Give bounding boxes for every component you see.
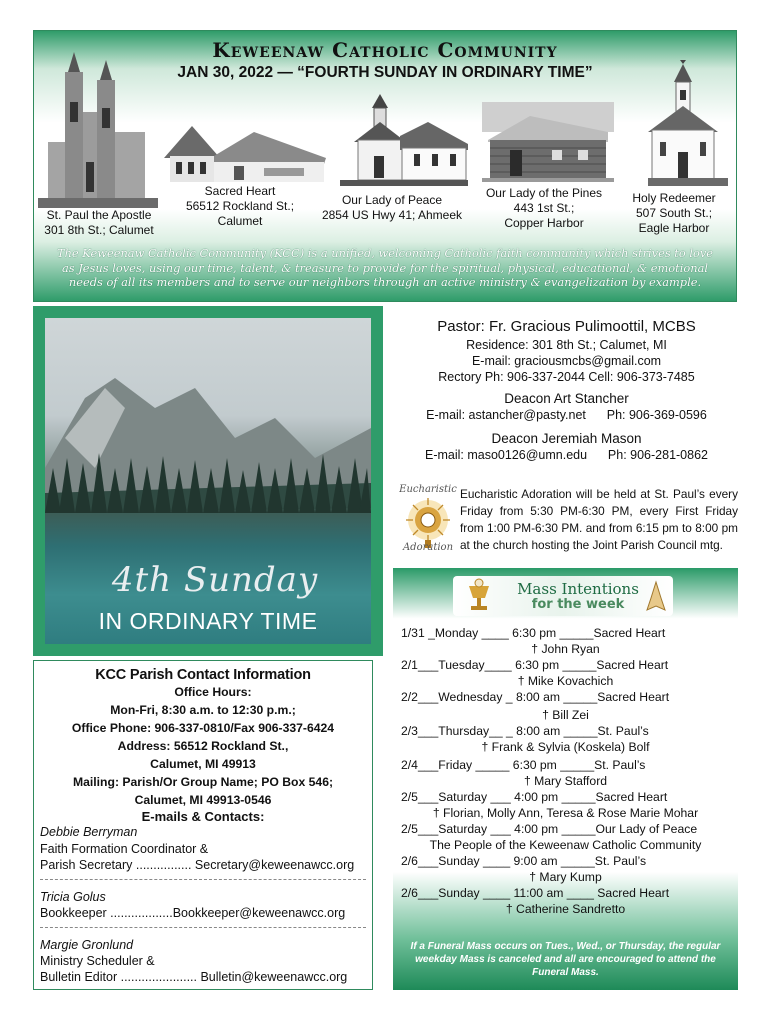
mass-intention: † Mary Stafford <box>523 774 608 788</box>
holy-redeemer-church-image <box>648 60 728 186</box>
contact-email-line[interactable]: Bulletin Editor ...................... Bulletin@keweenawcc.org <box>40 970 348 984</box>
adoration-notice <box>398 484 738 560</box>
mountain-lake-image <box>45 318 371 644</box>
pastor-residence: Residence: 301 8th St.; Calumet, MI <box>466 338 667 352</box>
divider <box>40 879 366 880</box>
page-title: Keweenaw Catholic Community <box>212 38 558 62</box>
mass-row: 2/5___Saturday ___ 4:00 pm _____Our Lady of Peace <box>401 822 698 836</box>
our-lady-of-peace-church-image <box>340 94 468 186</box>
deacon-jeremiah-name: Deacon Jeremiah Mason <box>491 431 642 446</box>
mass-intention: † Frank & Sylvia (Koskela) Bolf <box>481 740 650 754</box>
pastor-email: E-mail: graciousmcbs@gmail.com <box>471 354 662 368</box>
contact-title: KCC Parish Contact Information <box>95 667 311 683</box>
adoration-label-bottom: Adoration <box>402 542 454 553</box>
deacon-art-name: Deacon Art Stancher <box>504 391 629 406</box>
contact-email-line[interactable]: Bookkeeper ..................Bookkeeper@keweenawcc.org <box>40 906 346 920</box>
our-lady-of-the-pines-caption: Our Lady of the Pines 443 1st St.; Copper Harbor <box>485 186 603 230</box>
parish-contact-box <box>33 660 373 990</box>
mass-row: 1/31 _Monday ____ 6:30 pm _____Sacred Heart <box>401 626 666 640</box>
office-address: Address: 56512 Rockland St., <box>117 739 289 753</box>
emails-contacts-label: E-mails & Contacts: <box>141 809 265 824</box>
deacon-jeremiah-contact: E-mail: maso0126@umn.edu Ph: 906-281-0862 <box>424 448 708 462</box>
contact-name: Tricia Golus <box>40 890 106 904</box>
mass-row: 2/1___Tuesday____ 6:30 pm _____Sacred Heart <box>401 658 669 672</box>
adoration-text: Eucharistic Adoration will be held at St. Paul’s every Friday from 5:30 PM-6:30 PM, every First Friday from 1:00 PM-6:30 PM. and from 6:15 pm to 8:00 pm at the church hosting the Joint Parish Council mtg. <box>460 487 738 552</box>
mass-intention: The People of the Keweenaw Catholic Community <box>429 838 702 852</box>
chalice-icon <box>459 578 499 614</box>
pastor-title: Pastor: Fr. Gracious Pulimoottil, MCBS <box>437 318 696 335</box>
sacred-heart-caption: Sacred Heart 56512 Rockland St.; Calumet <box>185 184 295 228</box>
mass-intentions-panel <box>393 568 738 990</box>
mass-intentions-banner <box>453 576 673 616</box>
funeral-mass-note: If a Funeral Mass occurs on Tues., Wed., or Thursday, the regular weekday Mass is canceled and all are encouraged to attend the Funeral Mass. <box>410 941 721 978</box>
mass-intentions-title: Mass Intentions <box>517 580 639 598</box>
office-hours-label: Office Hours: <box>174 685 252 699</box>
mass-intention: † Mary Kump <box>529 870 602 884</box>
contact-role: Faith Formation Coordinator & <box>40 842 209 856</box>
mass-intention: † Catherine Sandretto <box>505 902 626 916</box>
mass-intention: † John Ryan <box>531 642 600 656</box>
mass-row: 2/2___Wednesday _ 8:00 am _____Sacred Heart <box>401 690 670 704</box>
our-lady-of-the-pines-church-image <box>482 102 614 182</box>
mailing-city: Calumet, MI 49913-0546 <box>134 793 272 807</box>
office-city: Calumet, MI 49913 <box>150 757 256 771</box>
our-lady-of-peace-caption: Our Lady of Peace 2854 US Hwy 41; Ahmeek <box>321 193 463 222</box>
mass-intention: † Florian, Molly Ann, Teresa & Rose Marie Mohar <box>432 806 699 820</box>
mass-intention: † Bill Zei <box>542 708 589 722</box>
contact-email-line[interactable]: Parish Secretary ................ Secretary@keweenawcc.org <box>40 858 355 872</box>
mass-row: 2/5___Saturday ___ 4:00 pm _____Sacred Heart <box>401 790 668 804</box>
divider <box>40 927 366 928</box>
adoration-label-top: Eucharistic <box>399 484 457 495</box>
contact-name: Margie Gronlund <box>40 938 134 952</box>
mission-statement: The Keweenaw Catholic Community (KCC) is a unified, welcoming Catholic faith community which strives to love as Jesus loves, using our time, talent, & treasure to provide for the spiritual, physical, educational, & emotional needs of all its members and to serve our neighbors through an active ministry & evangelization by example. <box>56 246 714 289</box>
deacon-art-contact: E-mail: astancher@pasty.net Ph: 906-369-0596 <box>426 408 707 422</box>
st-paul-church-image <box>38 52 158 208</box>
pastor-phones: Rectory Ph: 906-337-2044 Cell: 906-373-7485 <box>438 370 695 384</box>
poster-fourth-sunday: 4th Sunday <box>111 560 319 600</box>
mass-row: 2/6___Sunday ____ 9:00 am _____St. Paul’s <box>401 854 647 868</box>
holy-redeemer-caption: Holy Redeemer 507 South St.; Eagle Harbor <box>632 191 716 235</box>
office-phone: Office Phone: 906-337-0810/Fax 906-337-6424 <box>71 721 335 735</box>
office-hours: Mon-Fri, 8:30 a.m. to 12:30 p.m.; <box>110 703 296 717</box>
fourth-sunday-poster <box>33 306 383 656</box>
contact-name: Debbie Berryman <box>40 825 138 839</box>
poster-ordinary-time: IN ORDINARY TIME <box>98 608 318 634</box>
sacred-heart-church-image <box>164 118 326 184</box>
pastor-info <box>396 306 737 476</box>
mass-intention: † Mike Kovachich <box>517 674 614 688</box>
mass-row: 2/3___Thursday__ _ 8:00 am _____St. Paul’s <box>401 724 649 738</box>
page-subtitle: JAN 30, 2022 — “FOURTH SUNDAY IN ORDINARY TIME” <box>177 64 593 81</box>
mass-row: 2/4___Friday _____ 6:30 pm _____St. Paul’s <box>401 758 646 772</box>
mass-intentions-subtitle: for the week <box>531 597 625 612</box>
st-paul-caption: St. Paul the Apostle 301 8th St.; Calumet <box>44 208 154 237</box>
mass-row: 2/6___Sunday ____ 11:00 am ____ Sacred Heart <box>401 886 670 900</box>
contact-role: Ministry Scheduler & <box>40 954 155 968</box>
mailing-address: Mailing: Parish/Or Group Name; PO Box 546; <box>72 775 334 789</box>
